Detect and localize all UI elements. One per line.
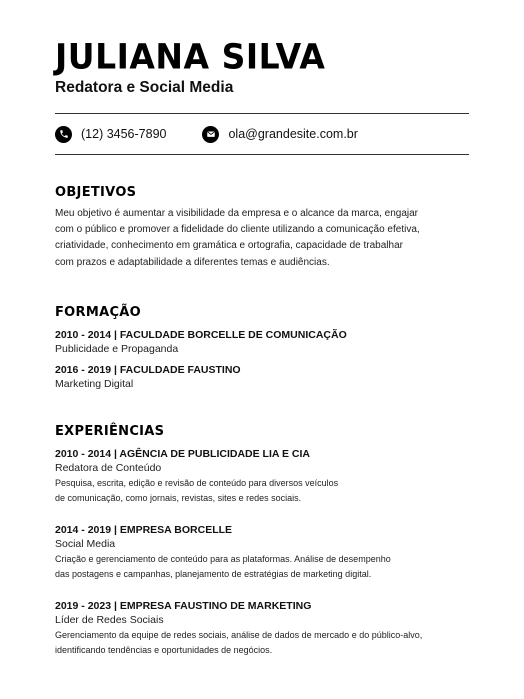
objectives-line: criatividade, conhecimento em gramática e ortografia, capacidade de trabalhar [55,240,403,252]
experience-description [55,552,468,582]
contact-email [202,126,357,143]
experience-section [55,424,468,658]
description-line: das postagens e campanhas, planejamento de estratégias de marketing digital. [55,568,372,579]
description-line: identificando tendências e oportunidades de negócios. [55,644,273,655]
experience-item [55,524,468,582]
description-line: Criação e gerenciamento de conteúdo para as plataformas. Análise de desempenho [55,553,391,564]
education-item [55,364,468,390]
objectives-text [55,206,468,271]
experience-position: Líder de Redes Sociais [55,613,164,626]
education-heading: 2016 - 2019 | FACULDADE FAUSTINO [55,363,241,376]
header-divider-bottom [55,154,469,155]
description-line: de comunicação, como jornais, revistas, sites e redes sociais. [55,492,302,503]
objectives-line: Meu objetivo é aumentar a visibilidade da empresa e o alcance da marca, engajar [55,208,418,219]
objectives-line: com prazos e adaptabilidade a diferentes temas e audiências. [55,256,330,268]
description-line: Pesquisa, escrita, edição e revisão de conteúdo para diversos veículos [55,477,339,488]
description-line: Gerenciamento da equipe de redes sociais, análise de dados de mercado e do público-alvo, [55,629,423,640]
experience-title: EXPERIÊNCIAS [55,423,165,439]
experience-description [55,476,468,506]
experience-item [55,448,468,506]
education-course: Marketing Digital [55,377,134,390]
contact-bar [55,114,468,154]
education-item [55,329,468,355]
email-address: ola@grandesite.com.br [228,127,358,141]
contact-phone [55,126,166,143]
education-section [55,305,468,390]
objectives-section [55,185,468,271]
candidate-name: JULIANA SILVA [55,36,326,77]
experience-heading: 2014 - 2019 | EMPRESA BORCELLE [55,523,233,536]
experience-heading: 2010 - 2014 | AGÊNCIA DE PUBLICIDADE LIA E CIA [55,447,310,460]
phone-icon [55,126,72,143]
mail-icon [202,126,219,143]
objectives-title: OBJETIVOS [55,185,137,200]
education-title: FORMAÇÃO [55,304,141,320]
objectives-line: com o público e promover a fidelidade do cliente utilizando a comunicação efetiva, [55,224,420,236]
education-heading: 2010 - 2014 | FACULDADE BORCELLE DE COMUNICAÇÃO [55,328,347,341]
experience-position: Social Media [55,537,116,550]
experience-heading: 2019 - 2023 | EMPRESA FAUSTINO DE MARKETING [55,599,312,612]
phone-number: (12) 3456-7890 [81,127,167,141]
experience-item [55,600,468,658]
candidate-role: Redatora e Social Media [55,79,234,96]
education-course: Publicidade e Propaganda [55,342,179,355]
experience-position: Redatora de Conteúdo [55,461,162,474]
experience-description [55,628,468,658]
